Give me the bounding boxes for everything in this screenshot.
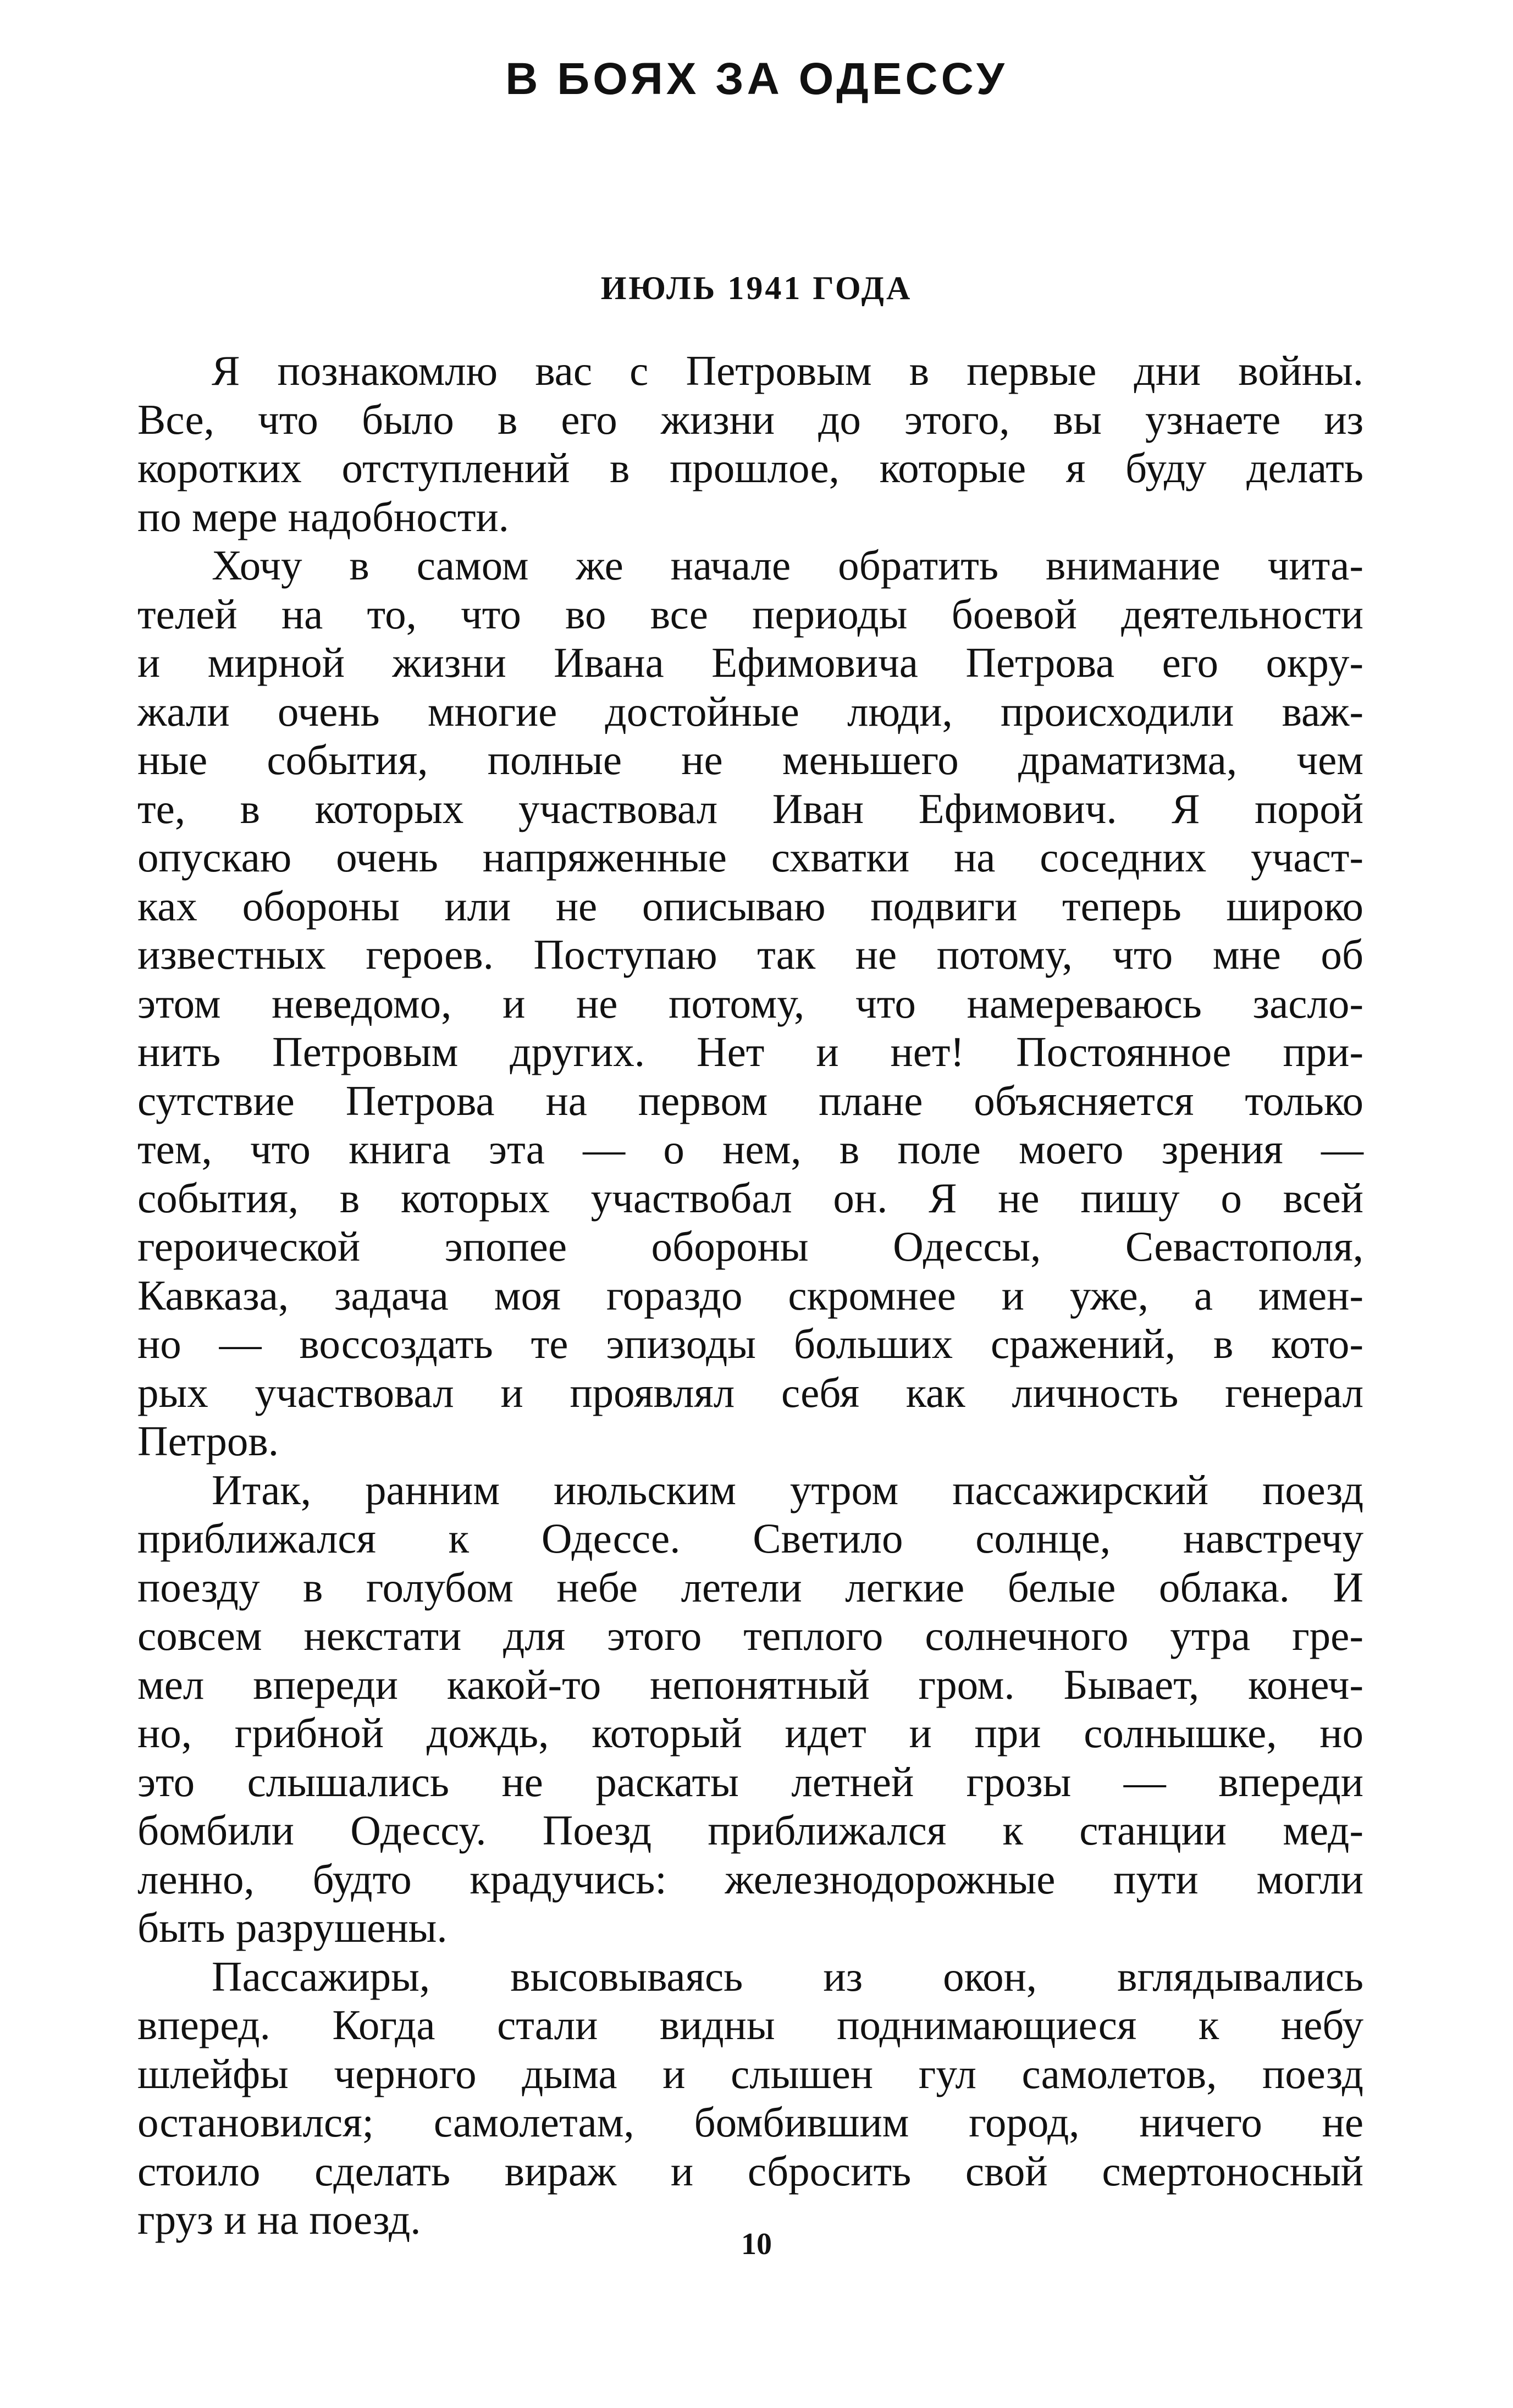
text-line: коротких отступлений в прошлое, которые я буду делать	[137, 444, 1363, 491]
text-line: и мирной жизни Ивана Ефимовича Петрова его окру-	[137, 639, 1363, 686]
text-line: бомбили Одессу. Поезд приближался к станции мед-	[137, 1807, 1363, 1854]
paragraph	[137, 346, 1363, 541]
text-line: ках обороны или не описываю подвиги теперь широко	[137, 882, 1363, 930]
text-line: но — воссоздать те эпизоды больших сражений, в кото-	[137, 1320, 1363, 1367]
text-line: Итак, ранним июльским утром пассажирский поезд	[212, 1466, 1363, 1514]
text-line: известных героев. Поступаю так не потому, что мне об	[137, 931, 1363, 978]
text-line: вперед. Когда стали видны поднимающиеся к небу	[137, 2001, 1363, 2048]
text-line: сутствие Петрова на первом плане объясняется только	[137, 1076, 1363, 1124]
text-line: события, в которых участвобал он. Я не пишу о всей	[137, 1174, 1363, 1222]
text-line: опускаю очень напряженные схватки на соседних участ-	[137, 833, 1363, 881]
text-line: этом неведомо, и не потому, что намереваюсь засло-	[137, 979, 1363, 1027]
text-line: Все, что было в его жизни до этого, вы узнаете из	[137, 395, 1363, 443]
text-line: Хочу в самом же начале обратить внимание чита-	[212, 542, 1363, 589]
text-line: стоило сделать вираж и сбросить свой смертоносный	[137, 2147, 1363, 2195]
page-number: 10	[741, 2227, 772, 2261]
text-line: но, грибной дождь, который идет и при солнышке, но	[137, 1709, 1363, 1757]
text-line: приближался к Одессе. Светило солнце, навстречу	[137, 1515, 1363, 1562]
text-line: ные события, полные не меньшего драматизма, чем	[137, 736, 1363, 783]
text-line: телей на то, что во все периоды боевой деятельности	[137, 590, 1363, 638]
body-text	[137, 346, 1363, 2244]
text-line: Кавказа, задача моя гораздо скромнее и уже, а имен-	[137, 1271, 1363, 1319]
text-line: остановился; самолетам, бомбившим город, ничего не	[137, 2098, 1363, 2146]
text-line: героической эпопее обороны Одессы, Севастополя,	[137, 1223, 1363, 1270]
text-line: совсем некстати для этого теплого солнечного утра гре-	[137, 1612, 1363, 1659]
text-line: ленно, будто крадучись: железнодорожные пути могли	[137, 1855, 1363, 1903]
text-line: поезду в голубом небе летели легкие белые облака. И	[137, 1563, 1363, 1611]
text-line: по мере надобности.	[137, 493, 509, 540]
text-line: Петров.	[137, 1417, 279, 1465]
text-line: Пассажиры, высовываясь из окон, вглядывались	[212, 1952, 1363, 2000]
text-line: это слышались не раскаты летней грозы — впереди	[137, 1758, 1363, 1805]
section-title: ИЮЛЬ 1941 ГОДА	[600, 270, 913, 306]
text-line: рых участвовал и проявлял себя как личность генерал	[137, 1368, 1363, 1416]
paragraph	[137, 1952, 1363, 2244]
text-line: груз и на поезд.	[137, 2196, 421, 2243]
text-line: Я познакомлю вас с Петровым в первые дни войны.	[212, 347, 1363, 394]
chapter-title: В БОЯХ ЗА ОДЕССУ	[505, 54, 1008, 104]
text-line: быть разрушены.	[137, 1904, 448, 1951]
text-line: нить Петровым других. Нет и нет! Постоянное при-	[137, 1028, 1363, 1075]
paragraph	[137, 541, 1363, 1466]
text-line: тем, что книга эта — о нем, в поле моего зрения —	[137, 1125, 1363, 1173]
text-line: жали очень многие достойные люди, происходили важ-	[137, 687, 1363, 735]
text-line: шлейфы черного дыма и слышен гул самолетов, поезд	[137, 2050, 1363, 2097]
text-line: те, в которых участвовал Иван Ефимович. Я порой	[137, 785, 1363, 832]
text-line: мел впереди какой-то непонятный гром. Бывает, конеч-	[137, 1660, 1363, 1708]
paragraph	[137, 1466, 1363, 1952]
